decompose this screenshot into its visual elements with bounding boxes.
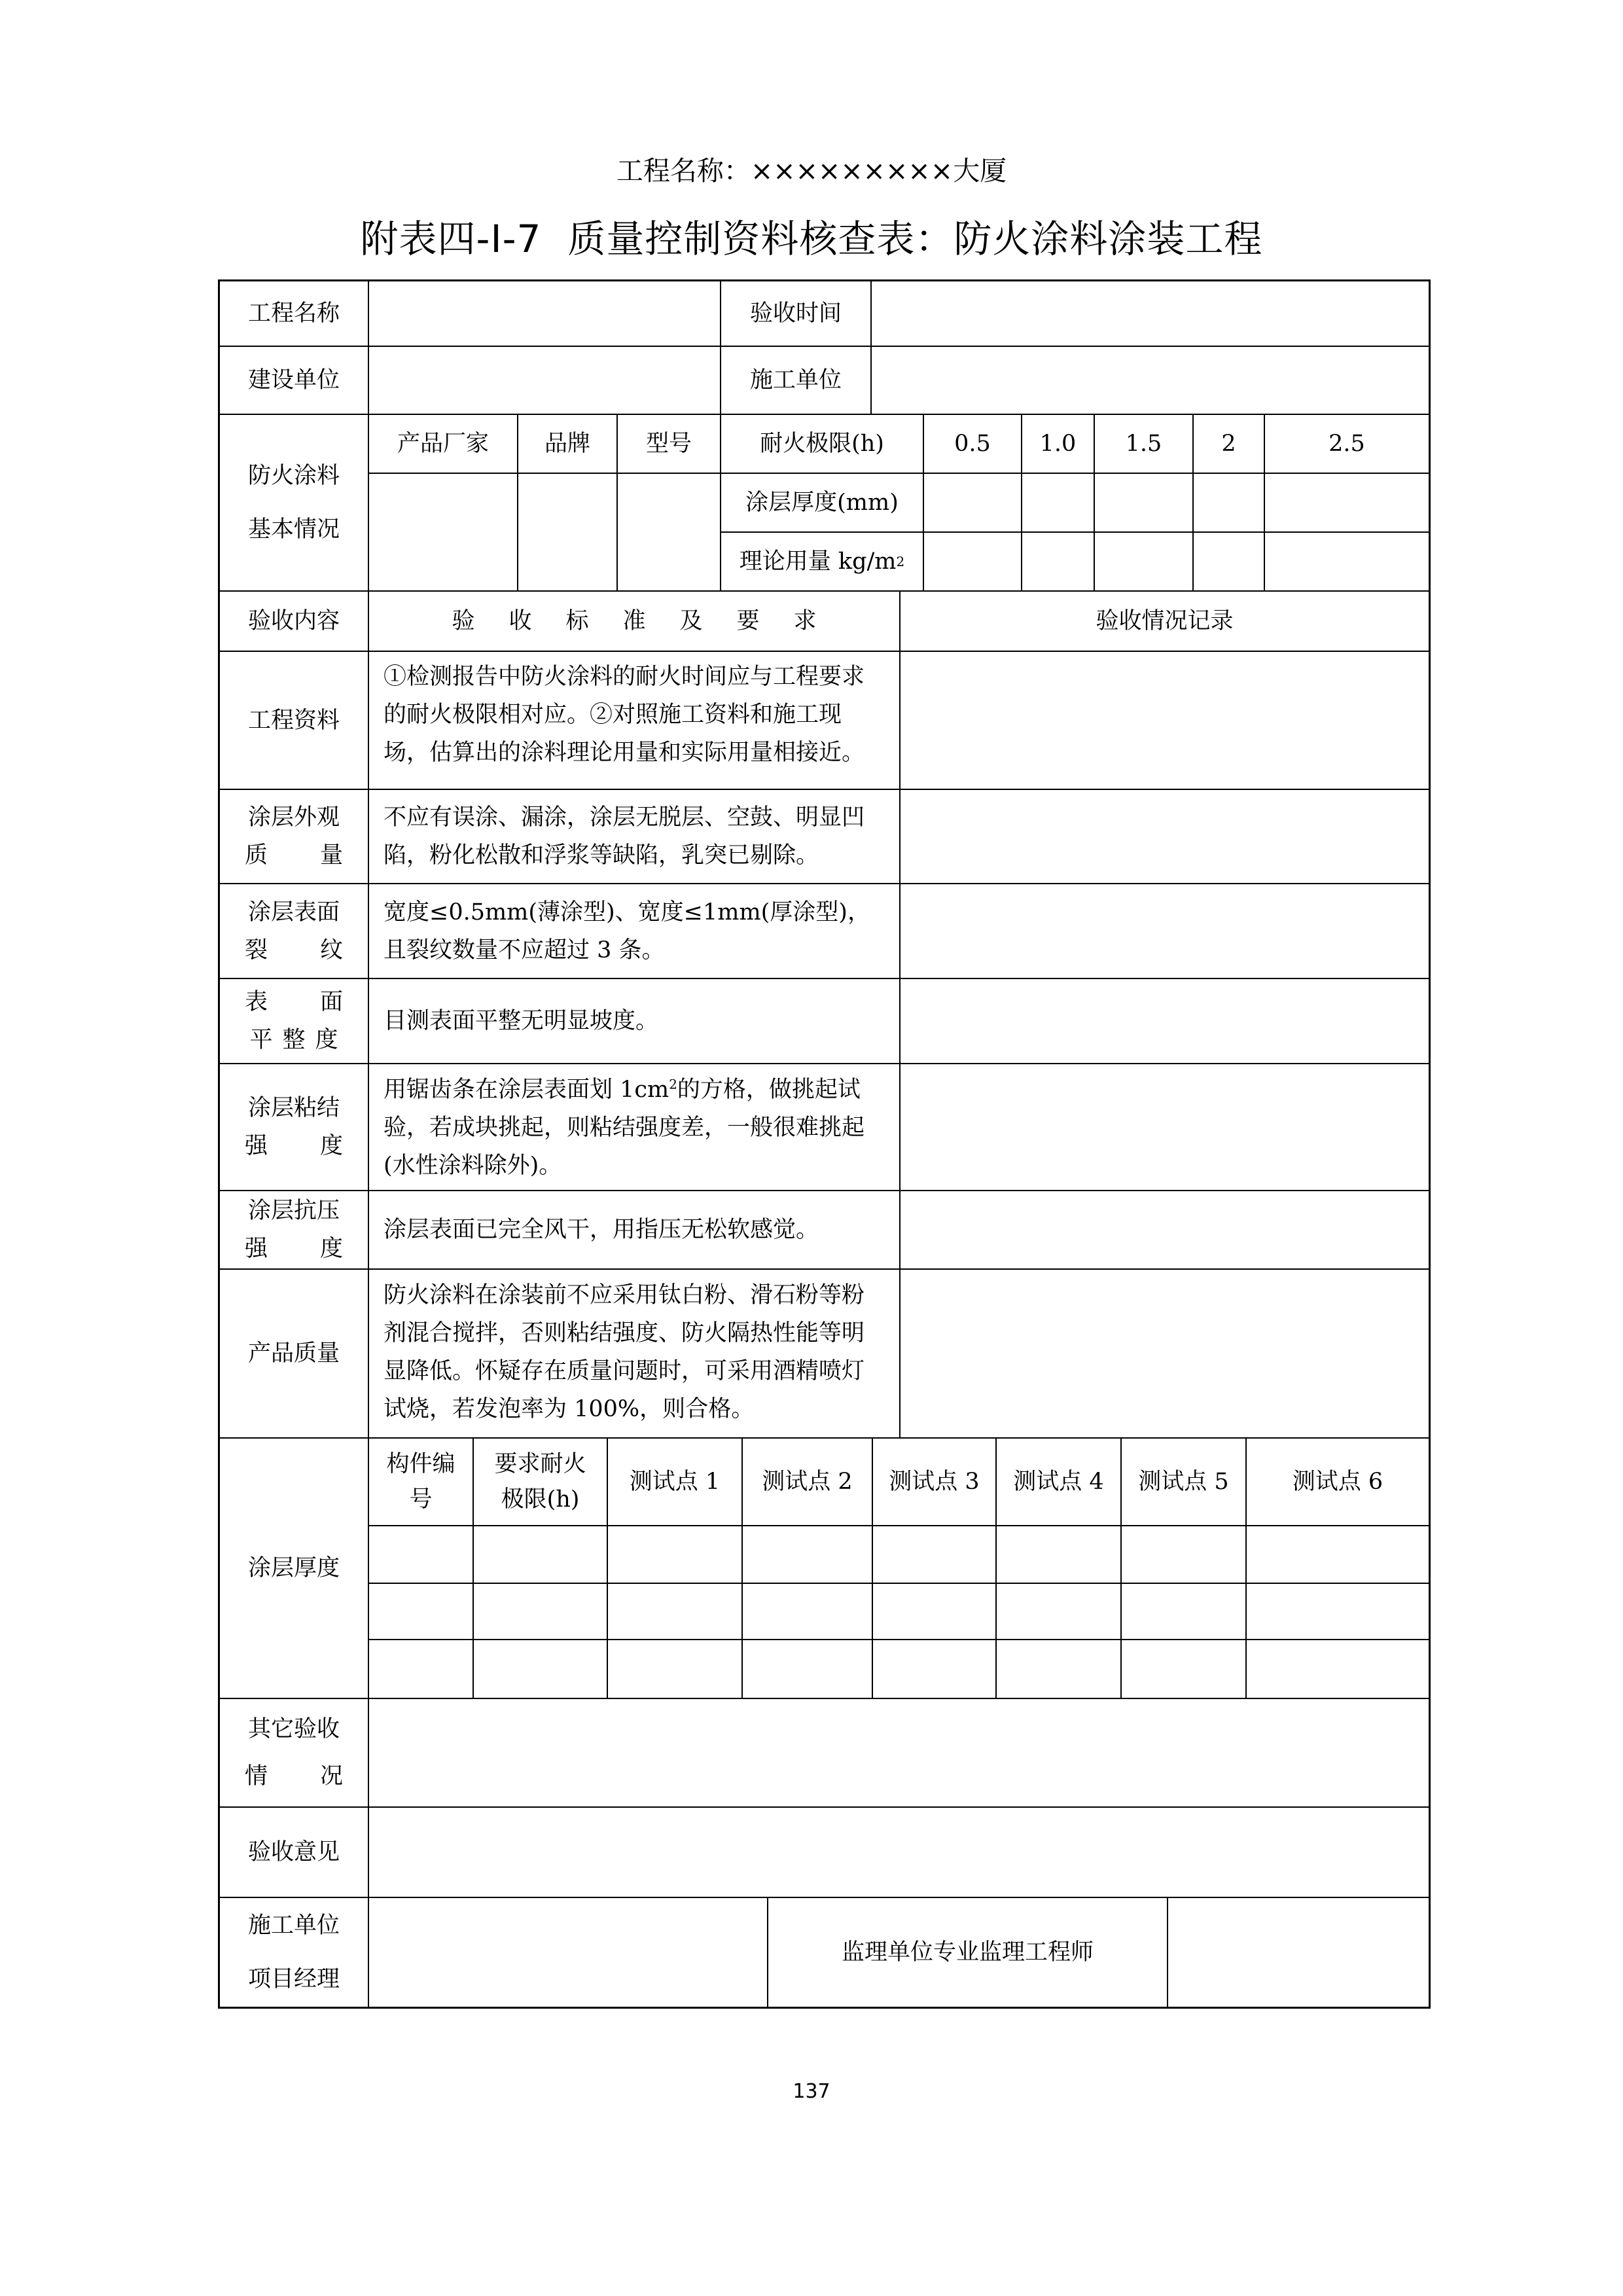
project-name-label: 工程名称 [247,300,340,327]
other-label-char-b: 况 [319,1763,343,1789]
thickness-row-label: 涂层厚度(mm) [745,490,899,516]
criteria-label-product-quality: 产品质量 [247,1340,340,1367]
criteria-text-bond [369,1071,899,1187]
criteria-label-flatness [220,979,368,1063]
title-main: 质量控制资料核查表：防火涂料涂装工程 [567,217,1263,261]
coating-basic-label-line2: 基本情况 [247,516,340,543]
criteria-label-appearance [220,790,368,883]
criteria-standard-header [369,592,899,651]
test-point-5-header: 测试点 5 [1138,1469,1229,1495]
fire-limit-header: 耐火极限(h) [760,431,884,457]
contractor-pm-label [220,1898,368,2007]
fire-limit-2: 2 [1221,431,1236,457]
standard-char-7: 求 [793,608,817,634]
standard-char-1: 验 [452,608,475,634]
owner-value [369,347,720,414]
criteria-content-header: 验收内容 [247,608,340,634]
fire-limit-1-5: 1.5 [1125,431,1162,457]
standard-char-6: 要 [736,608,760,634]
page-number: 137 [793,2080,830,2103]
criteria-record-compression[interactable] [901,1191,1429,1268]
other-label-char-a: 情 [245,1763,268,1789]
coating-basic-label-line1: 防火涂料 [247,463,340,489]
other-acceptance-label [220,1699,368,1806]
thickness-section-label: 涂层厚度 [247,1555,340,1581]
standard-char-2: 收 [508,608,532,634]
criteria-text-cracks: 宽度≤0.5mm(薄涂型)、宽度≤1mm(厚涂型)，且裂纹数量不应超过 3 条。 [383,899,870,963]
criteria-record-bond[interactable] [901,1064,1429,1190]
bond-text-sup: 2 [669,1076,677,1092]
theory-usage-text: 理论用量 kg/m [739,548,897,575]
criteria-text-project-docs: ①检测报告中防火涂料的耐火时间应与工程要求的耐火极限相对应。②对照施工资料和施工现场，估算出的涂料理论用量和实际用量相接近。 [383,664,865,766]
compression-label-line1: 涂层抗压 [247,1198,340,1224]
title-prefix: 附表四-Ⅰ-7 [360,217,542,261]
owner-label: 建设单位 [247,367,340,393]
other-label-line1: 其它验收 [247,1716,340,1742]
fire-limit-0-5: 0.5 [954,431,991,457]
coating-basic-label [220,415,368,590]
bond-label-line2: 强 度 [245,1133,343,1159]
required-limit-line1: 要求耐火 [494,1451,586,1477]
criteria-label-project-docs: 工程资料 [247,707,340,734]
criteria-label-bond [220,1064,368,1190]
theory-usage-row-label: 理论用量 kg/m 2 [721,533,923,590]
contractor-pm-line1: 施工单位 [247,1912,340,1939]
bond-text-a: 用锯齿条在涂层表面划 1cm [383,1077,669,1103]
member-no-line2: 号 [409,1486,433,1513]
standard-char-4: 准 [622,608,646,634]
brand-header: 品牌 [544,431,590,457]
criteria-text-flatness: 目测表面平整无明显坡度。 [383,1008,659,1034]
criteria-record-appearance[interactable] [901,790,1429,883]
criteria-label-cracks [220,884,368,978]
flatness-label-line2: 平 整 度 [249,1027,338,1053]
supervisor-signature[interactable] [1168,1898,1429,2007]
manufacturer-header: 产品厂家 [397,431,489,457]
member-no-header [369,1439,473,1525]
member-no-line1: 构件编 [386,1451,455,1477]
cracks-label-line2: 裂 纹 [245,937,343,963]
criteria-text-product-quality: 防火涂料在涂装前不应采用钛白粉、滑石粉等粉剂混合搅拌，否则粘结强度、防火隔热性能等明显降低。怀疑存在质量问题时，可采用酒精喷灯试烧，若发泡率为 100%，则合格。 [383,1282,865,1422]
contractor-value [872,347,1429,414]
opinion-value[interactable] [369,1808,1429,1897]
criteria-record-cracks[interactable] [901,884,1429,978]
criteria-text-appearance: 不应有误涂、漏涂，涂层无脱层、空鼓、明显凹陷，粉化松散和浮浆等缺陷，乳突已剔除。 [383,804,865,869]
appearance-label-line2: 质 量 [245,842,343,869]
criteria-record-flatness[interactable] [901,979,1429,1063]
test-point-4-header: 测试点 4 [1013,1469,1104,1495]
required-limit-line2: 极限(h) [501,1486,580,1513]
test-point-1-header: 测试点 1 [629,1469,721,1495]
model-header: 型号 [645,431,692,457]
criteria-record-product-quality[interactable] [901,1270,1429,1437]
contractor-pm-line2: 项目经理 [247,1966,340,1992]
compression-label-line2: 强 度 [245,1236,343,1262]
criteria-record-header: 验收情况记录 [1096,608,1234,634]
supervisor-label: 监理单位专业监理工程师 [841,1939,1094,1965]
bond-label-line1: 涂层粘结 [247,1095,340,1121]
bond-text-b: 的方格，做挑起试验，若成块挑起，则粘结强度差，一般很难挑起(水性涂料除外)。 [383,1077,865,1179]
standard-char-5: 及 [679,608,703,634]
acceptance-time-value [872,281,1429,346]
test-point-2-header: 测试点 2 [762,1469,853,1495]
fire-limit-1-0: 1.0 [1039,431,1077,457]
other-acceptance-value[interactable] [369,1699,1429,1806]
appearance-label-line1: 涂层外观 [247,804,340,831]
criteria-label-compression [220,1191,368,1268]
opinion-label: 验收意见 [247,1839,340,1865]
criteria-text-compression: 涂层表面已完全风干，用指压无松软感觉。 [383,1217,819,1243]
other-label-line2 [245,1753,343,1800]
criteria-record-project-docs[interactable] [901,652,1429,789]
contractor-pm-signature[interactable] [369,1898,767,2007]
contractor-label: 施工单位 [749,367,842,393]
flatness-label-line1: 表 面 [245,989,343,1015]
project-name-value [369,281,720,346]
acceptance-time-label: 验收时间 [749,300,842,327]
fire-limit-2-5: 2.5 [1329,431,1365,457]
test-point-6-header: 测试点 6 [1292,1469,1383,1495]
standard-char-3: 标 [565,608,589,634]
document-title [0,208,1623,263]
cracks-label-line1: 涂层表面 [247,899,340,925]
project-name-line: 工程名称：×××××××××大厦 [616,155,1007,187]
required-limit-header [474,1439,607,1525]
test-point-3-header: 测试点 3 [889,1469,980,1495]
